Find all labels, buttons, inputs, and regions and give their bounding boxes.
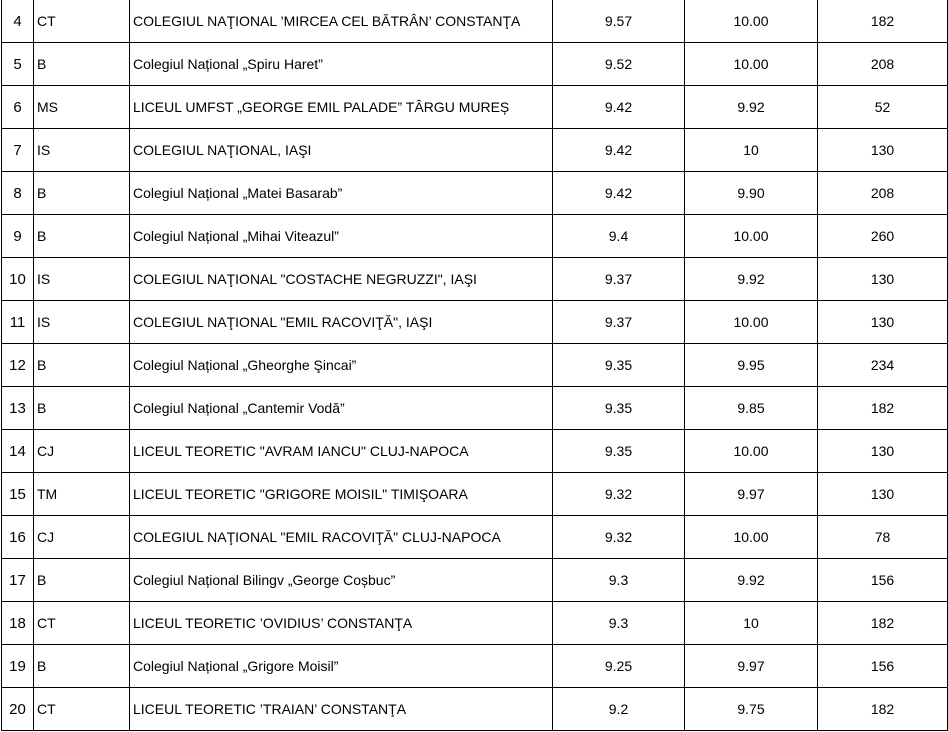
county-cell: B bbox=[34, 344, 130, 387]
school-name-cell: COLEGIUL NAŢIONAL "EMIL RACOVIŢĂ" CLUJ-NAPOCA bbox=[130, 516, 553, 559]
rank-cell: 11 bbox=[2, 301, 34, 344]
min-grade-cell: 9.2 bbox=[553, 688, 685, 731]
min-grade-cell: 9.25 bbox=[553, 645, 685, 688]
rank-cell: 17 bbox=[2, 559, 34, 602]
max-grade-cell: 10.00 bbox=[685, 430, 818, 473]
rank-cell: 13 bbox=[2, 387, 34, 430]
school-name-cell: Colegiul Național „Grigore Moisil” bbox=[130, 645, 553, 688]
min-grade-cell: 9.32 bbox=[553, 516, 685, 559]
school-name-cell: COLEGIUL NAŢIONAL, IAŞI bbox=[130, 129, 553, 172]
county-cell: IS bbox=[34, 129, 130, 172]
county-cell: CT bbox=[34, 602, 130, 645]
table-row bbox=[2, 559, 948, 602]
county-cell: CT bbox=[34, 688, 130, 731]
county-cell: CT bbox=[34, 0, 130, 43]
school-name-cell: Colegiul Național „Matei Basarab” bbox=[130, 172, 553, 215]
max-grade-cell: 10.00 bbox=[685, 43, 818, 86]
rank-cell: 14 bbox=[2, 430, 34, 473]
county-cell: B bbox=[34, 387, 130, 430]
school-ranking-table bbox=[1, 0, 948, 731]
county-cell: B bbox=[34, 645, 130, 688]
places-cell: 208 bbox=[818, 172, 948, 215]
table-row bbox=[2, 602, 948, 645]
min-grade-cell: 9.35 bbox=[553, 344, 685, 387]
school-name-cell: Colegiul Național „Gheorghe Şincai” bbox=[130, 344, 553, 387]
min-grade-cell: 9.35 bbox=[553, 430, 685, 473]
rank-cell: 18 bbox=[2, 602, 34, 645]
table-row bbox=[2, 473, 948, 516]
max-grade-cell: 9.97 bbox=[685, 473, 818, 516]
table-row bbox=[2, 172, 948, 215]
table-row bbox=[2, 129, 948, 172]
min-grade-cell: 9.3 bbox=[553, 559, 685, 602]
table-row bbox=[2, 344, 948, 387]
rank-cell: 20 bbox=[2, 688, 34, 731]
county-cell: IS bbox=[34, 301, 130, 344]
places-cell: 130 bbox=[818, 473, 948, 516]
table-row bbox=[2, 387, 948, 430]
min-grade-cell: 9.32 bbox=[553, 473, 685, 516]
max-grade-cell: 10.00 bbox=[685, 215, 818, 258]
table-row bbox=[2, 688, 948, 731]
table-row bbox=[2, 645, 948, 688]
places-cell: 182 bbox=[818, 0, 948, 43]
max-grade-cell: 9.92 bbox=[685, 559, 818, 602]
school-name-cell: LICEUL TEORETIC ’TRAIAN’ CONSTANŢA bbox=[130, 688, 553, 731]
table-row bbox=[2, 301, 948, 344]
max-grade-cell: 9.85 bbox=[685, 387, 818, 430]
county-cell: B bbox=[34, 43, 130, 86]
min-grade-cell: 9.4 bbox=[553, 215, 685, 258]
table-row bbox=[2, 86, 948, 129]
max-grade-cell: 9.75 bbox=[685, 688, 818, 731]
places-cell: 182 bbox=[818, 688, 948, 731]
rank-cell: 19 bbox=[2, 645, 34, 688]
rank-cell: 5 bbox=[2, 43, 34, 86]
places-cell: 130 bbox=[818, 301, 948, 344]
places-cell: 130 bbox=[818, 430, 948, 473]
county-cell: CJ bbox=[34, 430, 130, 473]
rank-cell: 4 bbox=[2, 0, 34, 43]
school-name-cell: LICEUL TEORETIC "GRIGORE MOISIL" TIMIŞOARA bbox=[130, 473, 553, 516]
min-grade-cell: 9.52 bbox=[553, 43, 685, 86]
max-grade-cell: 9.95 bbox=[685, 344, 818, 387]
max-grade-cell: 9.92 bbox=[685, 86, 818, 129]
min-grade-cell: 9.37 bbox=[553, 258, 685, 301]
table-row bbox=[2, 258, 948, 301]
county-cell: B bbox=[34, 215, 130, 258]
rank-cell: 15 bbox=[2, 473, 34, 516]
school-name-cell: COLEGIUL NAŢIONAL ’MIRCEA CEL BĂTRÂN’ CONSTANŢA bbox=[130, 0, 553, 43]
min-grade-cell: 9.57 bbox=[553, 0, 685, 43]
table-row bbox=[2, 43, 948, 86]
school-name-cell: Colegiul Național Bilingv „George Coșbuc” bbox=[130, 559, 553, 602]
rank-cell: 16 bbox=[2, 516, 34, 559]
max-grade-cell: 10.00 bbox=[685, 0, 818, 43]
table-row bbox=[2, 0, 948, 43]
min-grade-cell: 9.3 bbox=[553, 602, 685, 645]
max-grade-cell: 10.00 bbox=[685, 516, 818, 559]
rank-cell: 12 bbox=[2, 344, 34, 387]
school-name-cell: LICEUL TEORETIC "AVRAM IANCU" CLUJ-NAPOCA bbox=[130, 430, 553, 473]
max-grade-cell: 10 bbox=[685, 129, 818, 172]
county-cell: MS bbox=[34, 86, 130, 129]
min-grade-cell: 9.42 bbox=[553, 172, 685, 215]
county-cell: IS bbox=[34, 258, 130, 301]
table-row bbox=[2, 215, 948, 258]
county-cell: B bbox=[34, 172, 130, 215]
places-cell: 130 bbox=[818, 258, 948, 301]
county-cell: CJ bbox=[34, 516, 130, 559]
places-cell: 78 bbox=[818, 516, 948, 559]
places-cell: 182 bbox=[818, 387, 948, 430]
county-cell: B bbox=[34, 559, 130, 602]
rank-cell: 6 bbox=[2, 86, 34, 129]
places-cell: 130 bbox=[818, 129, 948, 172]
school-name-cell: COLEGIUL NAŢIONAL "EMIL RACOVIŢĂ", IAŞI bbox=[130, 301, 553, 344]
school-name-cell: LICEUL TEORETIC ’OVIDIUS’ CONSTANŢA bbox=[130, 602, 553, 645]
rank-cell: 9 bbox=[2, 215, 34, 258]
school-name-cell: Colegiul Național „Spiru Haret” bbox=[130, 43, 553, 86]
places-cell: 260 bbox=[818, 215, 948, 258]
places-cell: 52 bbox=[818, 86, 948, 129]
table-row bbox=[2, 430, 948, 473]
places-cell: 234 bbox=[818, 344, 948, 387]
table-body bbox=[2, 0, 948, 731]
school-name-cell: Colegiul Național „Cantemir Vodă” bbox=[130, 387, 553, 430]
places-cell: 182 bbox=[818, 602, 948, 645]
min-grade-cell: 9.35 bbox=[553, 387, 685, 430]
min-grade-cell: 9.42 bbox=[553, 129, 685, 172]
places-cell: 156 bbox=[818, 559, 948, 602]
school-name-cell: LICEUL UMFST „GEORGE EMIL PALADE” TÂRGU MUREȘ bbox=[130, 86, 553, 129]
max-grade-cell: 9.90 bbox=[685, 172, 818, 215]
county-cell: TM bbox=[34, 473, 130, 516]
places-cell: 208 bbox=[818, 43, 948, 86]
max-grade-cell: 10 bbox=[685, 602, 818, 645]
min-grade-cell: 9.37 bbox=[553, 301, 685, 344]
max-grade-cell: 10.00 bbox=[685, 301, 818, 344]
school-name-cell: Colegiul Național „Mihai Viteazul” bbox=[130, 215, 553, 258]
max-grade-cell: 9.92 bbox=[685, 258, 818, 301]
max-grade-cell: 9.97 bbox=[685, 645, 818, 688]
school-name-cell: COLEGIUL NAŢIONAL "COSTACHE NEGRUZZI", IAŞI bbox=[130, 258, 553, 301]
rank-cell: 8 bbox=[2, 172, 34, 215]
places-cell: 156 bbox=[818, 645, 948, 688]
rank-cell: 7 bbox=[2, 129, 34, 172]
table-row bbox=[2, 516, 948, 559]
rank-cell: 10 bbox=[2, 258, 34, 301]
min-grade-cell: 9.42 bbox=[553, 86, 685, 129]
